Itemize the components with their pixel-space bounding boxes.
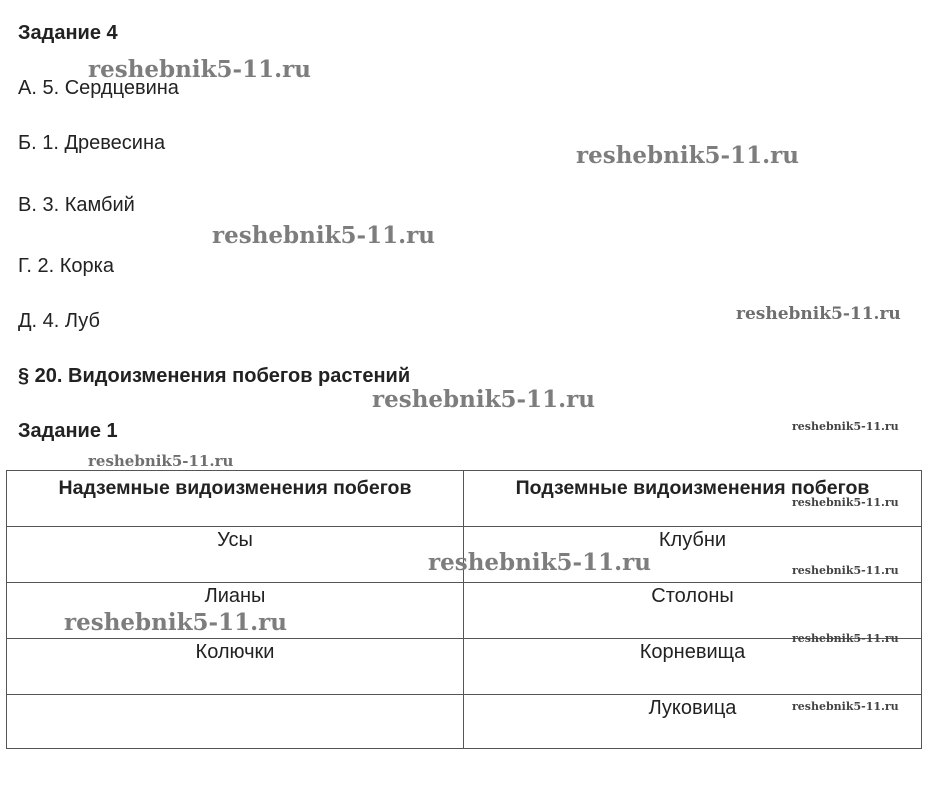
table-cell: Клубни <box>464 527 922 583</box>
shoot-modifications-table <box>6 470 922 749</box>
watermark: reshebnik5-11.ru <box>792 632 899 645</box>
watermark: reshebnik5-11.ru <box>792 420 899 433</box>
answer-line-a: А. 5. Сердцевина <box>18 77 179 99</box>
watermark: reshebnik5-11.ru <box>792 496 899 509</box>
task1-heading: Задание 1 <box>18 420 118 442</box>
answer-line-v: В. 3. Камбий <box>18 194 135 216</box>
table-cell: Лианы <box>7 583 464 639</box>
table-row <box>7 527 922 583</box>
table-cell <box>7 695 464 749</box>
table-cell: Луковица <box>464 695 922 749</box>
header-underground: Подземные видоизменения побегов <box>464 471 922 527</box>
table-cell: Столоны <box>464 583 922 639</box>
watermark: reshebnik5-11.ru <box>736 304 901 324</box>
watermark: reshebnik5-11.ru <box>88 56 311 83</box>
table-row <box>7 583 922 639</box>
table-row <box>7 639 922 695</box>
watermark: reshebnik5-11.ru <box>64 609 287 636</box>
watermark: reshebnik5-11.ru <box>212 222 435 249</box>
table-row <box>7 695 922 749</box>
table-header-row <box>7 471 922 527</box>
table-cell: Корневища <box>464 639 922 695</box>
table-cell: Усы <box>7 527 464 583</box>
header-aboveground: Надземные видоизменения побегов <box>7 471 464 527</box>
watermark: reshebnik5-11.ru <box>428 549 651 576</box>
answer-line-g: Г. 2. Корка <box>18 255 114 277</box>
task4-heading: Задание 4 <box>18 22 118 44</box>
watermark: reshebnik5-11.ru <box>792 564 899 577</box>
answer-line-d: Д. 4. Луб <box>18 310 100 332</box>
answer-line-b: Б. 1. Древесина <box>18 132 166 154</box>
watermark: reshebnik5-11.ru <box>372 386 595 413</box>
watermark: reshebnik5-11.ru <box>576 142 799 169</box>
section-heading: § 20. Видоизменения побегов растений <box>18 365 411 387</box>
watermark: reshebnik5-11.ru <box>792 700 899 713</box>
table-cell: Колючки <box>7 639 464 695</box>
watermark: reshebnik5-11.ru <box>88 452 234 470</box>
